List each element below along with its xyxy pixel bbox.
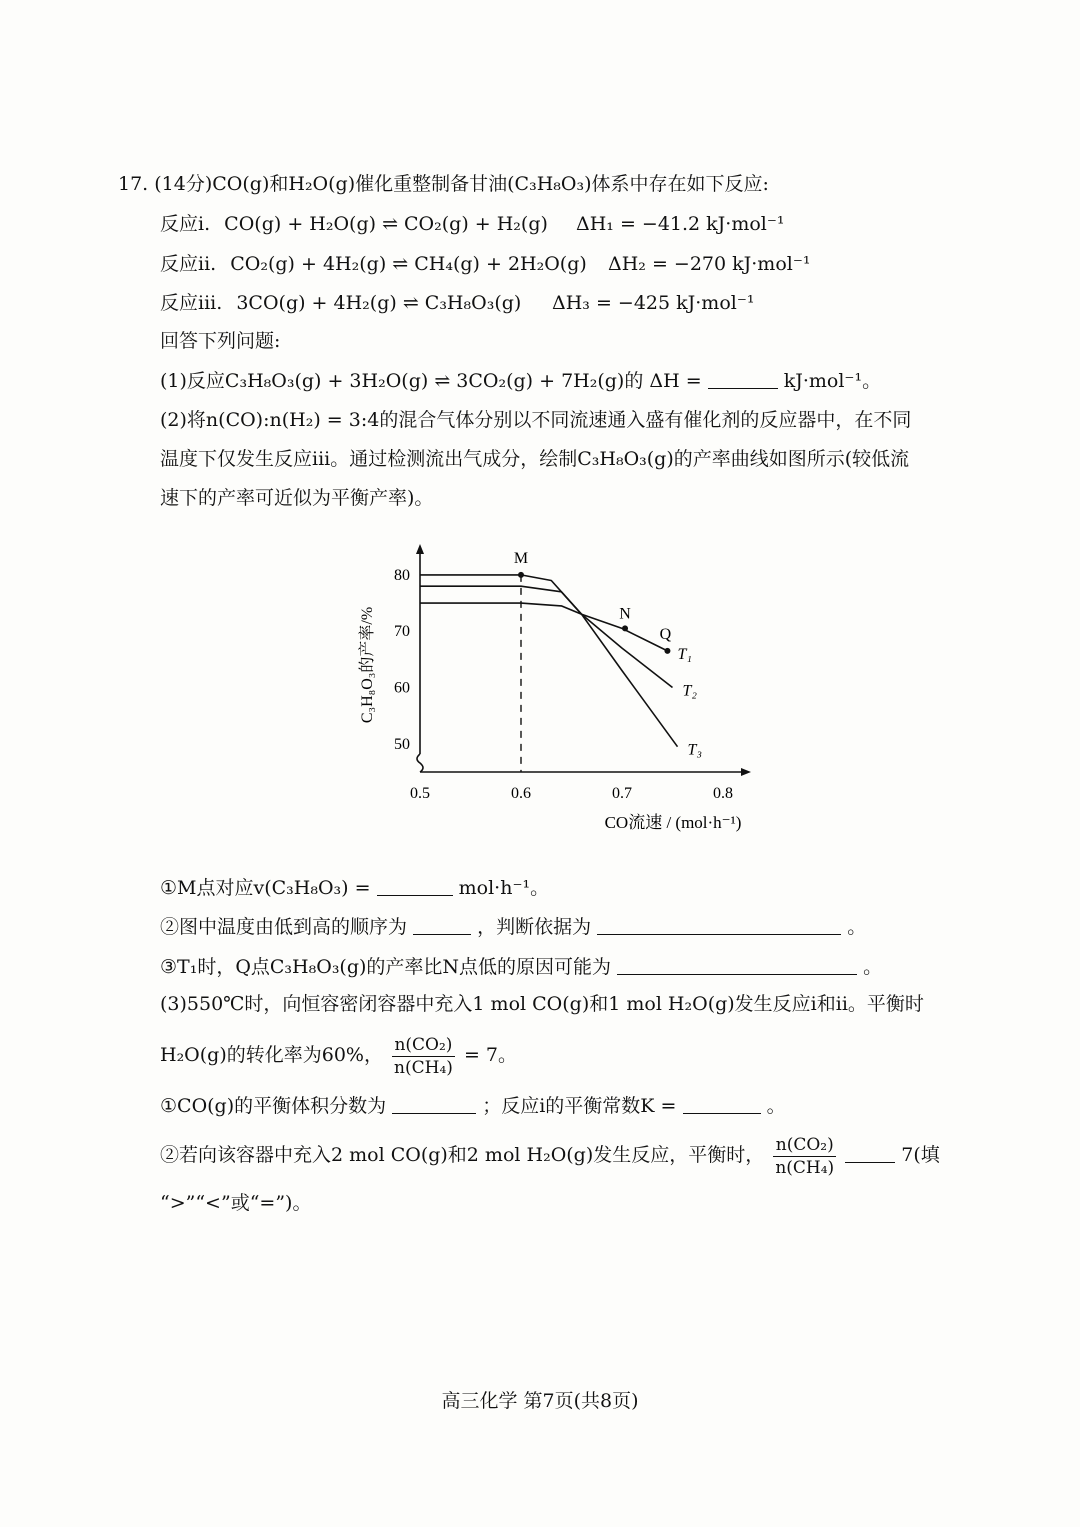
yield-chart-svg <box>350 540 770 840</box>
ratio-denominator: n(CH₄) <box>394 1057 453 1078</box>
series-label-1: T₁ <box>677 645 692 663</box>
question-intro: (14分)CO(g)和H₂O(g)催化重整制备甘油(C₃H₈O₃)体系中存在如下反应: <box>154 173 769 195</box>
reaction-2-enthalpy: ΔH₂ = −270 kJ·mol⁻¹ <box>608 253 811 275</box>
question-header <box>118 170 769 198</box>
reaction-2 <box>160 250 811 278</box>
point-n <box>622 625 628 631</box>
part-2-q2-end: 。 <box>847 916 867 938</box>
part-3-q1-end: 。 <box>766 1095 786 1117</box>
y-axis-break <box>417 754 423 772</box>
answer-blank-rate[interactable] <box>377 875 453 896</box>
ratio-fraction-2 <box>773 1134 836 1179</box>
answer-prompt: 回答下列问题: <box>160 330 281 352</box>
series-line-2 <box>420 586 673 687</box>
chart-points <box>514 550 672 654</box>
x-tick-label: 0.8 <box>713 785 733 802</box>
point-m <box>518 572 524 578</box>
point-label-q: Q <box>659 625 672 643</box>
part-3-q2-post: 7(填 <box>901 1144 940 1166</box>
part-3-line-2 <box>160 1032 517 1079</box>
reaction-1-equation: CO(g) + H₂O(g) ⇌ CO₂(g) + H₂(g) <box>224 213 548 235</box>
answer-blank-compare[interactable] <box>845 1142 895 1163</box>
answer-blank-reason[interactable] <box>597 914 841 935</box>
y-tick-label: 70 <box>394 623 410 641</box>
reaction-3-label: 反应iii. <box>160 292 223 314</box>
part-1-text: (1)反应C₃H₈O₃(g) + 3H₂O(g) ⇌ 3CO₂(g) + 7H₂(g)的 ΔH = <box>160 370 702 392</box>
part-2-q1-unit: mol·h⁻¹。 <box>458 877 550 899</box>
part-3-q2-line-2: “>”“<”或“=”)。 <box>160 1192 312 1214</box>
y-axis-arrow <box>416 544 424 554</box>
yield-chart <box>350 540 770 844</box>
ratio-numerator: n(CO₂) <box>392 1034 455 1057</box>
point-label-m: M <box>513 549 529 567</box>
part-2-line-2: 温度下仅发生反应iii。通过检测流出气成分，绘制C₃H₈O₃(g)的产率曲线如图所示(较低流 <box>160 448 910 470</box>
part-3-line-2-post: = 7。 <box>463 1044 518 1066</box>
series-label-3: T₃ <box>687 741 703 759</box>
part-3-q2-text: ②若向该容器中充入2 mol CO(g)和2 mol H₂O(g)发生反应，平衡时， <box>160 1144 765 1166</box>
part-3-q1 <box>160 1092 786 1120</box>
x-axis-label: CO流速 / (mol·h⁻¹) <box>604 813 742 832</box>
reaction-1-label: 反应i. <box>160 213 211 235</box>
x-axis-arrow <box>741 768 751 776</box>
point-q <box>664 648 670 654</box>
part-2-q1-text: ①M点对应v(C₃H₈O₃) = <box>160 877 371 899</box>
series-label-2: T₂ <box>682 682 697 700</box>
ratio-numerator-2: n(CO₂) <box>773 1134 836 1157</box>
part-2-q3-text: ③T₁时，Q点C₃H₈O₃(g)的产率比N点低的原因可能为 <box>160 956 612 978</box>
answer-blank-cause[interactable] <box>617 954 857 975</box>
answer-blank-volume-fraction[interactable] <box>392 1093 476 1114</box>
part-2-line-1: (2)将n(CO):n(H₂) = 3:4的混合气体分别以不同流速通入盛有催化剂的反应器中，在不同 <box>160 409 912 431</box>
answer-blank-k[interactable] <box>683 1093 761 1114</box>
part-1-unit: kJ·mol⁻¹。 <box>783 370 882 392</box>
part-2-q2-text-b: ，判断依据为 <box>477 916 592 938</box>
reaction-2-label: 反应ii. <box>160 253 217 275</box>
chart-series <box>420 575 702 759</box>
reaction-1-enthalpy: ΔH₁ = −41.2 kJ·mol⁻¹ <box>576 213 785 235</box>
x-tick-label: 0.6 <box>511 785 531 802</box>
y-axis-label: C₃H₈O₃的产率/% <box>359 606 376 724</box>
part-2-q1 <box>160 874 549 902</box>
x-tick-label: 0.7 <box>612 785 632 802</box>
page-footer: 高三化学 第7页(共8页) <box>441 1390 639 1412</box>
part-3-line-1: (3)550℃时，向恒容密闭容器中充入1 mol CO(g)和1 mol H₂O(g)发生反应i和ii。平衡时 <box>160 993 924 1015</box>
question-number: 17. <box>118 173 149 195</box>
chart-axes <box>394 544 751 802</box>
reaction-1 <box>160 210 785 238</box>
part-2-line-3: 速下的产率可近似为平衡产率)。 <box>160 487 434 509</box>
reaction-3-enthalpy: ΔH₃ = −425 kJ·mol⁻¹ <box>552 292 755 314</box>
ratio-fraction <box>392 1034 455 1079</box>
answer-blank-dh[interactable] <box>708 368 778 389</box>
reaction-3 <box>160 289 755 317</box>
y-tick-label: 50 <box>394 735 410 753</box>
y-tick-label: 60 <box>394 679 410 697</box>
point-label-n: N <box>619 605 631 623</box>
answer-blank-order[interactable] <box>413 914 471 935</box>
ratio-denominator-2: n(CH₄) <box>775 1157 835 1178</box>
part-3-q1-text-a: ①CO(g)的平衡体积分数为 <box>160 1095 387 1117</box>
part-2-q2 <box>160 913 866 941</box>
part-2-q3 <box>160 953 882 981</box>
part-2-q2-text-a: ②图中温度由低到高的顺序为 <box>160 916 408 938</box>
part-2-q3-end: 。 <box>863 956 883 978</box>
reaction-2-equation: CO₂(g) + 4H₂(g) ⇌ CH₄(g) + 2H₂O(g) <box>230 253 587 275</box>
x-tick-label: 0.5 <box>410 785 430 802</box>
part-3-q2 <box>160 1132 940 1179</box>
reaction-3-equation: 3CO(g) + 4H₂(g) ⇌ C₃H₈O₃(g) <box>236 292 522 314</box>
y-tick-label: 80 <box>394 566 410 584</box>
part-3-q1-text-b: ；反应i的平衡常数K = <box>482 1095 677 1117</box>
part-1 <box>160 367 881 395</box>
part-3-line-2-pre: H₂O(g)的转化率为60%， <box>160 1044 383 1066</box>
